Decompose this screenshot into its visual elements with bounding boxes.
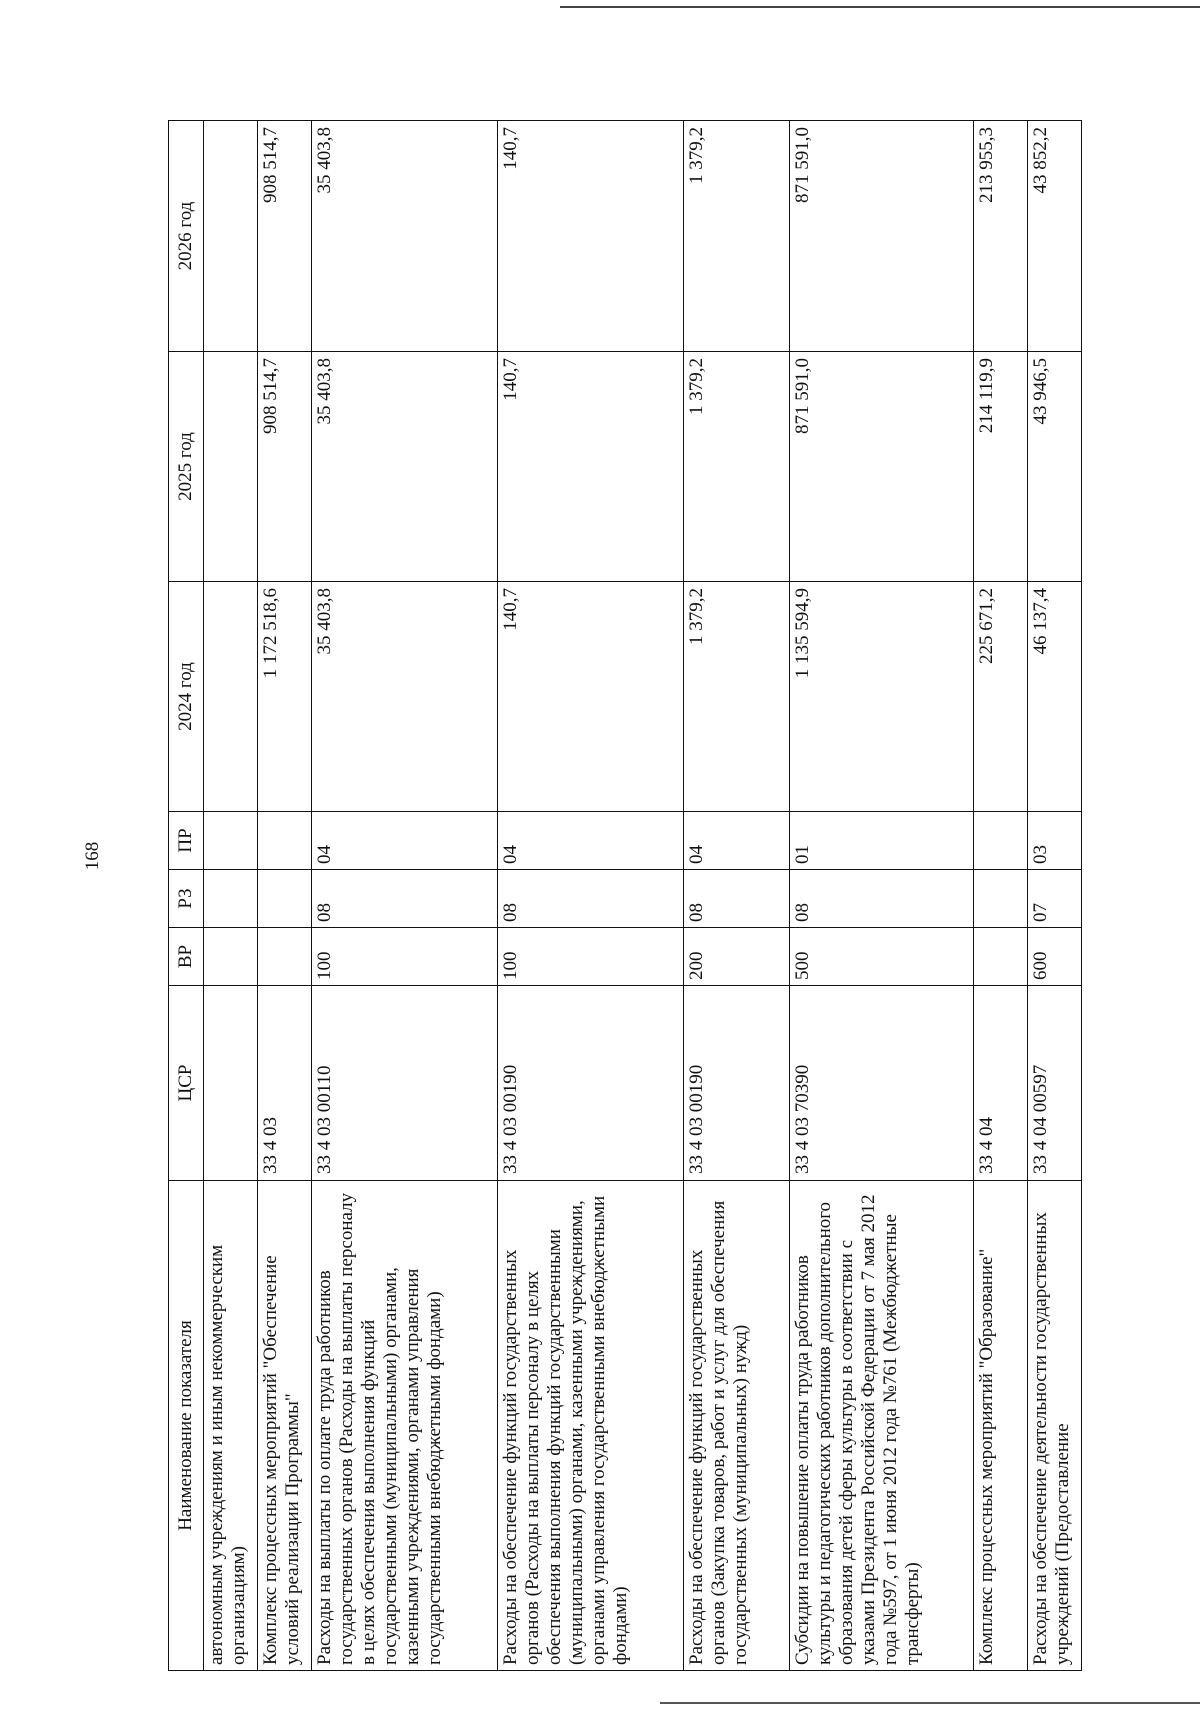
header-name: Наименование показателя bbox=[169, 1181, 204, 1671]
cell-pr: 04 bbox=[498, 812, 684, 870]
cell-2024: 140,7 bbox=[498, 582, 684, 812]
budget-table bbox=[168, 120, 1082, 1671]
cell-2025: 140,7 bbox=[498, 352, 684, 582]
cell-name: Расходы на обеспечение функций государственных органов (Расходы на выплаты персоналу в целях обеспечения выполнения функций государственными (муниципальными) органами, казенными учреждениями, органами управления государственными внебюджетными фондами) bbox=[498, 1181, 684, 1671]
cell-name: Расходы на обеспечение деятельности государственных учреждений (Предоставление bbox=[1028, 1181, 1082, 1671]
cell-csr: 33 4 04 bbox=[974, 986, 1028, 1181]
cell-pr: 04 bbox=[684, 812, 790, 870]
cell-2025: 1 379,2 bbox=[684, 352, 790, 582]
cell-pr bbox=[974, 812, 1028, 870]
header-2025: 2025 год bbox=[169, 352, 204, 582]
cell-vr: 600 bbox=[1028, 928, 1082, 986]
rotated-page-content bbox=[168, 121, 1168, 1671]
cell-vr: 200 bbox=[684, 928, 790, 986]
header-csr: ЦСР bbox=[169, 986, 204, 1181]
table-row bbox=[258, 121, 312, 1671]
table-row bbox=[1028, 121, 1082, 1671]
cell-csr: 33 4 03 00190 bbox=[498, 986, 684, 1181]
page-number: 168 bbox=[82, 841, 103, 871]
scan-edge-top bbox=[560, 6, 1200, 8]
cell-2026: 35 403,8 bbox=[312, 121, 498, 352]
cell-pr bbox=[204, 812, 258, 870]
cell-2024: 35 403,8 bbox=[312, 582, 498, 812]
cell-2025: 871 591,0 bbox=[790, 352, 974, 582]
table-row bbox=[312, 121, 498, 1671]
cell-2025: 43 946,5 bbox=[1028, 352, 1082, 582]
cell-name: Расходы на обеспечение функций государственных органов (Закупка товаров, работ и услуг для обеспечения государственных (муниципальных) нужд) bbox=[684, 1181, 790, 1671]
cell-csr: 33 4 03 bbox=[258, 986, 312, 1181]
cell-2026: 140,7 bbox=[498, 121, 684, 352]
cell-csr: 33 4 03 00110 bbox=[312, 986, 498, 1181]
cell-2025: 35 403,8 bbox=[312, 352, 498, 582]
header-2026: 2026 год bbox=[169, 121, 204, 352]
cell-name: автономным учреждениям и иным некоммерческим организациям) bbox=[204, 1181, 258, 1671]
cell-2024: 1 135 594,9 bbox=[790, 582, 974, 812]
scan-edge-bottom bbox=[660, 1702, 1200, 1704]
table-header-row bbox=[169, 121, 204, 1671]
cell-rz bbox=[204, 870, 258, 928]
table-row bbox=[684, 121, 790, 1671]
cell-name: Субсидии на повышение оплаты труда работников культуры и педагогических работников дополнительного образования детей сферы культуры в соответствии с указами Президента Российской Федерации от 7 мая 2012 года №597, от 1 июня 2012 года №761 (Межбюджетные трансферты) bbox=[790, 1181, 974, 1671]
cell-rz bbox=[974, 870, 1028, 928]
cell-name: Комплекс процессных мероприятий "Образование" bbox=[974, 1181, 1028, 1671]
cell-rz: 08 bbox=[312, 870, 498, 928]
cell-rz bbox=[258, 870, 312, 928]
cell-2024: 1 379,2 bbox=[684, 582, 790, 812]
cell-csr: 33 4 04 00597 bbox=[1028, 986, 1082, 1181]
cell-2025 bbox=[204, 352, 258, 582]
header-rz: РЗ bbox=[169, 870, 204, 928]
cell-pr: 04 bbox=[312, 812, 498, 870]
cell-rz: 08 bbox=[790, 870, 974, 928]
cell-2024 bbox=[204, 582, 258, 812]
cell-pr bbox=[258, 812, 312, 870]
table-row bbox=[790, 121, 974, 1671]
cell-2024: 225 671,2 bbox=[974, 582, 1028, 812]
cell-csr bbox=[204, 986, 258, 1181]
cell-2025: 908 514,7 bbox=[258, 352, 312, 582]
table-row bbox=[204, 121, 258, 1671]
cell-vr bbox=[204, 928, 258, 986]
cell-2024: 1 172 518,6 bbox=[258, 582, 312, 812]
cell-2026: 1 379,2 bbox=[684, 121, 790, 352]
cell-2026: 908 514,7 bbox=[258, 121, 312, 352]
header-pr: ПР bbox=[169, 812, 204, 870]
cell-name: Расходы на выплаты по оплате труда работников государственных органов (Расходы на выплаты персоналу в целях обеспечения выполнения функций государственными (муниципальными) органами, казенными учреждениями, органами управления государственными внебюджетными фондами) bbox=[312, 1181, 498, 1671]
cell-rz: 07 bbox=[1028, 870, 1082, 928]
cell-2026 bbox=[204, 121, 258, 352]
cell-vr: 500 bbox=[790, 928, 974, 986]
table-row bbox=[974, 121, 1028, 1671]
cell-2026: 43 852,2 bbox=[1028, 121, 1082, 352]
cell-csr: 33 4 03 00190 bbox=[684, 986, 790, 1181]
cell-vr: 100 bbox=[498, 928, 684, 986]
cell-vr: 100 bbox=[312, 928, 498, 986]
cell-pr: 03 bbox=[1028, 812, 1082, 870]
cell-csr: 33 4 03 70390 bbox=[790, 986, 974, 1181]
cell-pr: 01 bbox=[790, 812, 974, 870]
cell-vr bbox=[258, 928, 312, 986]
cell-name: Комплекс процессных мероприятий "Обеспечение условий реализации Программы" bbox=[258, 1181, 312, 1671]
cell-vr bbox=[974, 928, 1028, 986]
header-vr: ВР bbox=[169, 928, 204, 986]
cell-2026: 213 955,3 bbox=[974, 121, 1028, 352]
cell-2025: 214 119,9 bbox=[974, 352, 1028, 582]
cell-rz: 08 bbox=[684, 870, 790, 928]
cell-rz: 08 bbox=[498, 870, 684, 928]
table-row bbox=[498, 121, 684, 1671]
cell-2024: 46 137,4 bbox=[1028, 582, 1082, 812]
header-2024: 2024 год bbox=[169, 582, 204, 812]
cell-2026: 871 591,0 bbox=[790, 121, 974, 352]
